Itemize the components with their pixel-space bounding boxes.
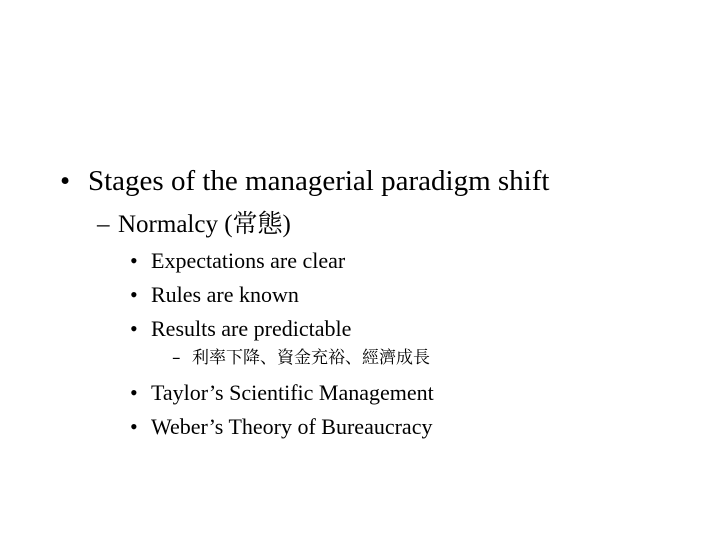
level3-item: Weber’s Theory of Bureaucracy: [151, 414, 433, 439]
level1-bullet-marker: •: [60, 165, 71, 197]
level4-dash-marker: –: [172, 348, 181, 368]
level3-bullet-marker: •: [130, 316, 138, 341]
level1-bullet-text: Stages of the managerial paradigm shift: [88, 165, 550, 197]
level3-item: Results are predictable: [151, 316, 352, 341]
level3-item: Rules are known: [151, 282, 299, 307]
level3-bullet-marker: •: [130, 282, 138, 307]
level3-bullet-marker: •: [130, 414, 138, 439]
level3-item: Taylor’s Scientific Management: [151, 380, 434, 405]
level2-dash-text: Normalcy (常態): [118, 211, 291, 238]
level4-dash-text: 利率下降、資金充裕、經濟成長: [192, 348, 430, 368]
level3-bullet-marker: •: [130, 380, 138, 405]
level3-item: Expectations are clear: [151, 248, 346, 273]
level2-dash-marker: –: [97, 211, 110, 238]
level3-bullet-marker: •: [130, 248, 138, 273]
